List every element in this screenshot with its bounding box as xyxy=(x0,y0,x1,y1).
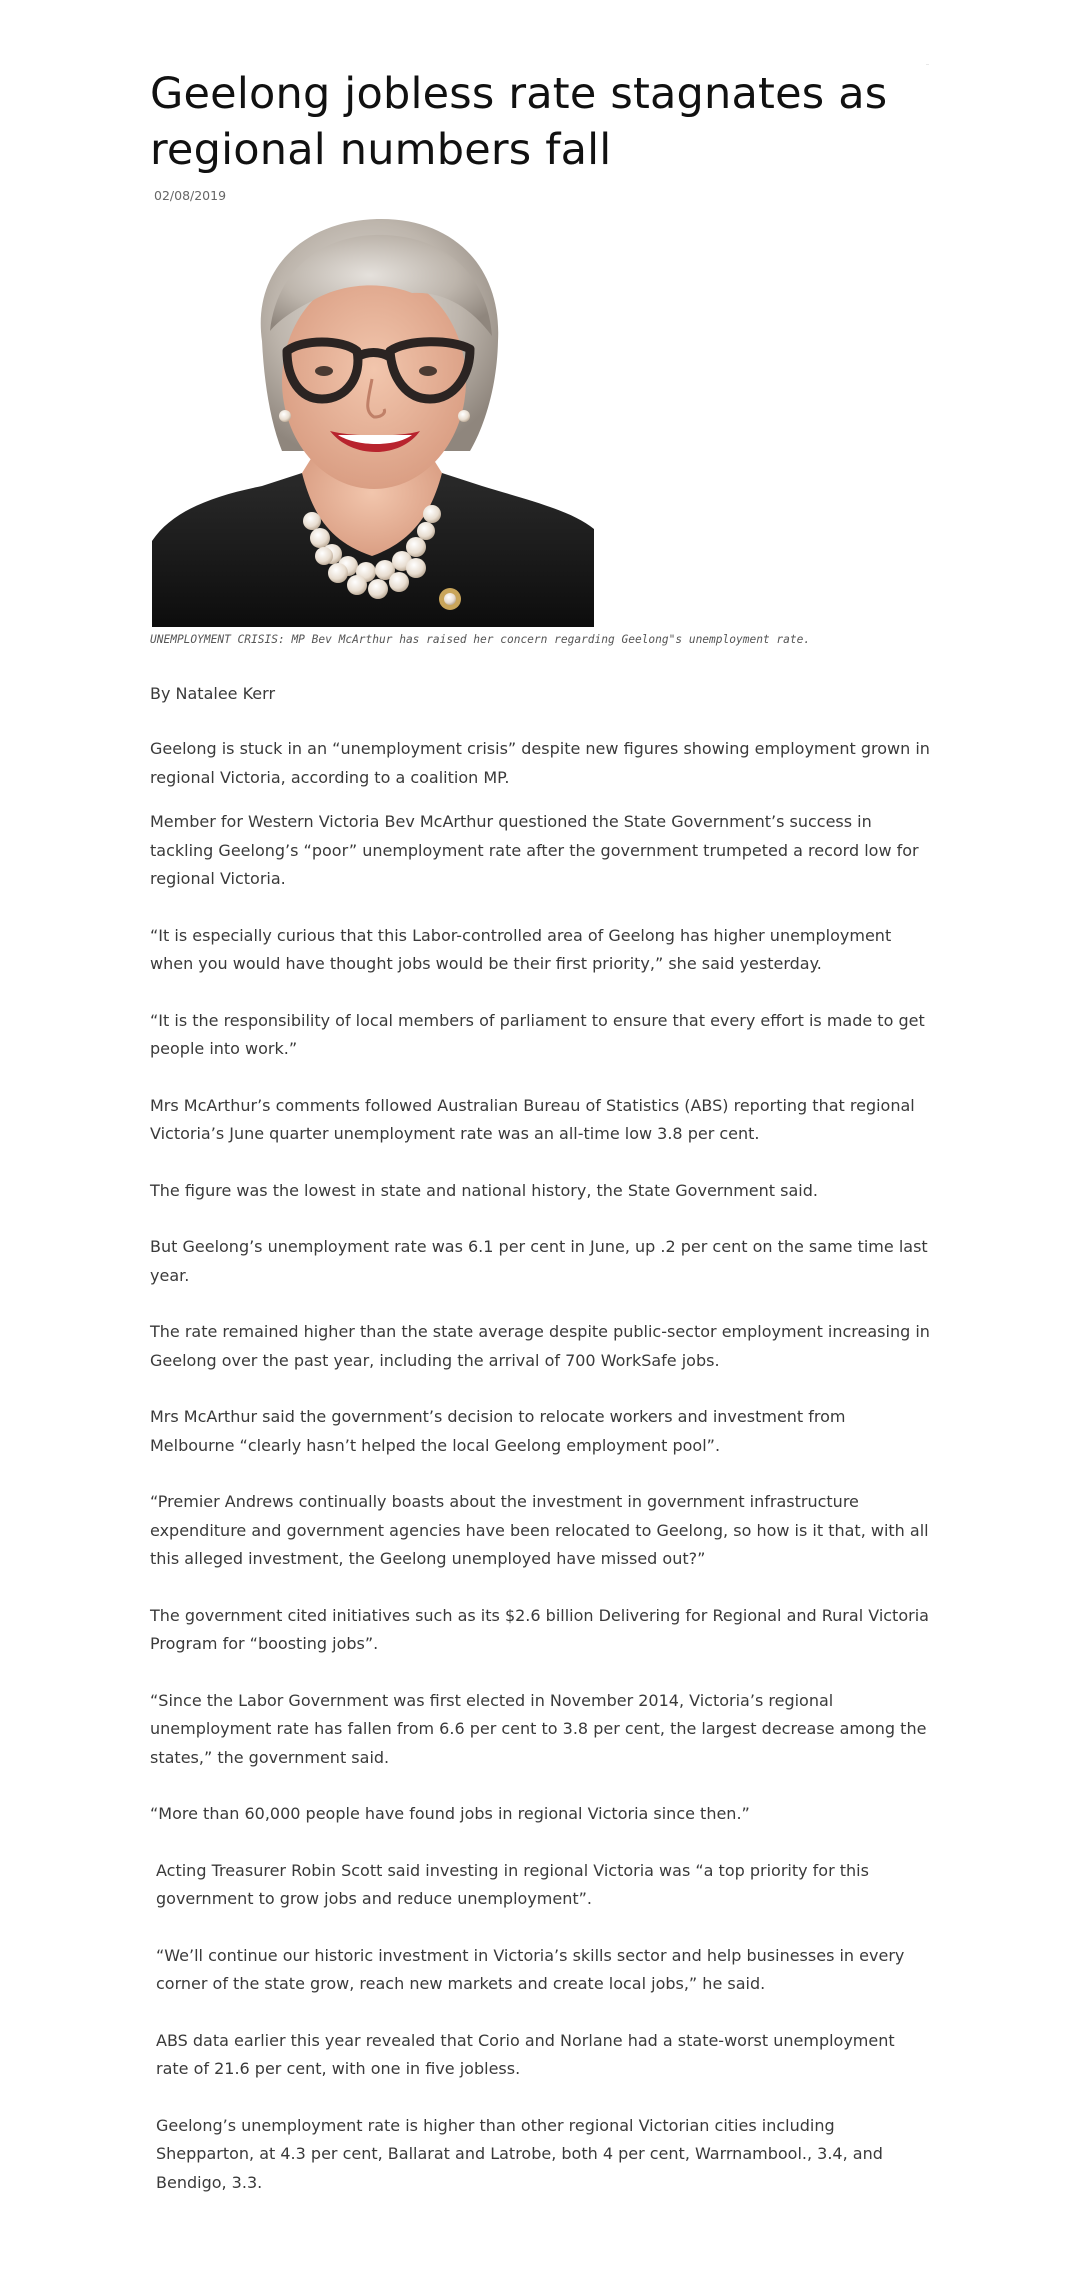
article-paragraph: The figure was the lowest in state and national history, the State Government said. xyxy=(150,1180,818,1200)
article-paragraph: “We’ll continue our historic investment in Victoria’s skills sector and help businesses in every corner of the state grow, reach new markets and create local jobs,” he said. xyxy=(156,1945,905,1993)
article-paragraph: “It is especially curious that this Labor-controlled area of Geelong has higher unemployment when you would have thought jobs would be their first priority,” she said yesterday. xyxy=(150,925,892,973)
article-paragraph: Acting Treasurer Robin Scott said investing in regional Victoria was “a top priority for this government to grow jobs and reduce unemployment”. xyxy=(156,1860,869,1908)
article-paragraph: Geelong is stuck in an “unemployment crisis” despite new figures showing employment grown in regional Victoria, according to a coalition MP. xyxy=(150,739,930,787)
article-paragraph: “It is the responsibility of local members of parliament to ensure that every effort is made to get people into work.” xyxy=(150,1010,925,1058)
portrait-photo xyxy=(152,211,594,627)
article xyxy=(150,66,930,2197)
article-date: 02/08/2019 xyxy=(154,188,227,203)
article-paragraph: Member for Western Victoria Bev McArthur questioned the State Government’s success in tackling Geelong’s “poor” unemployment rate after the government trumpeted a record low for regional Victoria. xyxy=(150,812,919,888)
article-paragraph: Geelong’s unemployment rate is higher than other regional Victorian cities including Shepparton, at 4.3 per cent, Ballarat and Latrobe, both 4 per cent, Warrnambool., 3.4, and Bendigo, 3.3. xyxy=(156,2115,883,2192)
article-paragraph: “Premier Andrews continually boasts about the investment in government infrastructure expenditure and government agencies have been relocated to Geelong, so how is it that, with all this alleged investment, the Geelong unemployed have missed out?” xyxy=(150,1492,929,1568)
article-paragraph: The rate remained higher than the state average despite public-sector employment increasing in Geelong over the past year, including the arrival of 700 WorkSafe jobs. xyxy=(150,1322,930,1370)
article-photo xyxy=(152,211,594,627)
article-paragraph: But Geelong’s unemployment rate was 6.1 per cent in June, up .2 per cent on the same time last year. xyxy=(150,1237,928,1285)
article-paragraph: Mrs McArthur said the government’s decision to relocate workers and investment from Melbourne “clearly hasn’t helped the local Geelong employment pool”. xyxy=(150,1407,846,1455)
article-paragraph: The government cited initiatives such as its $2.6 billion Delivering for Regional and Rural Victoria Program for “boosting jobs”. xyxy=(150,1605,929,1653)
article-paragraph: Mrs McArthur’s comments followed Australian Bureau of Statistics (ABS) reporting that regional Victoria’s June quarter unemployment rate was an all-time low 3.8 per cent. xyxy=(150,1095,915,1143)
article-paragraph: ABS data earlier this year revealed that Corio and Norlane had a state-worst unemployment rate of 21.6 per cent, with one in five jobless. xyxy=(156,2030,895,2078)
article-byline: By Natalee Kerr xyxy=(150,684,276,703)
photo-caption: UNEMPLOYMENT CRISIS: MP Bev McArthur has raised her concern regarding Geelong"s unemployment rate. xyxy=(150,633,811,646)
article-paragraph: “Since the Labor Government was first elected in November 2014, Victoria’s regional unemployment rate has fallen from 6.6 per cent to 3.8 per cent, the largest decrease among the states,” the government said. xyxy=(150,1690,927,1767)
page-artifact-dot xyxy=(926,64,929,65)
article-paragraph: “More than 60,000 people have found jobs in regional Victoria since then.” xyxy=(150,1804,750,1823)
article-headline: Geelong jobless rate stagnates as regional numbers fall xyxy=(150,69,888,175)
